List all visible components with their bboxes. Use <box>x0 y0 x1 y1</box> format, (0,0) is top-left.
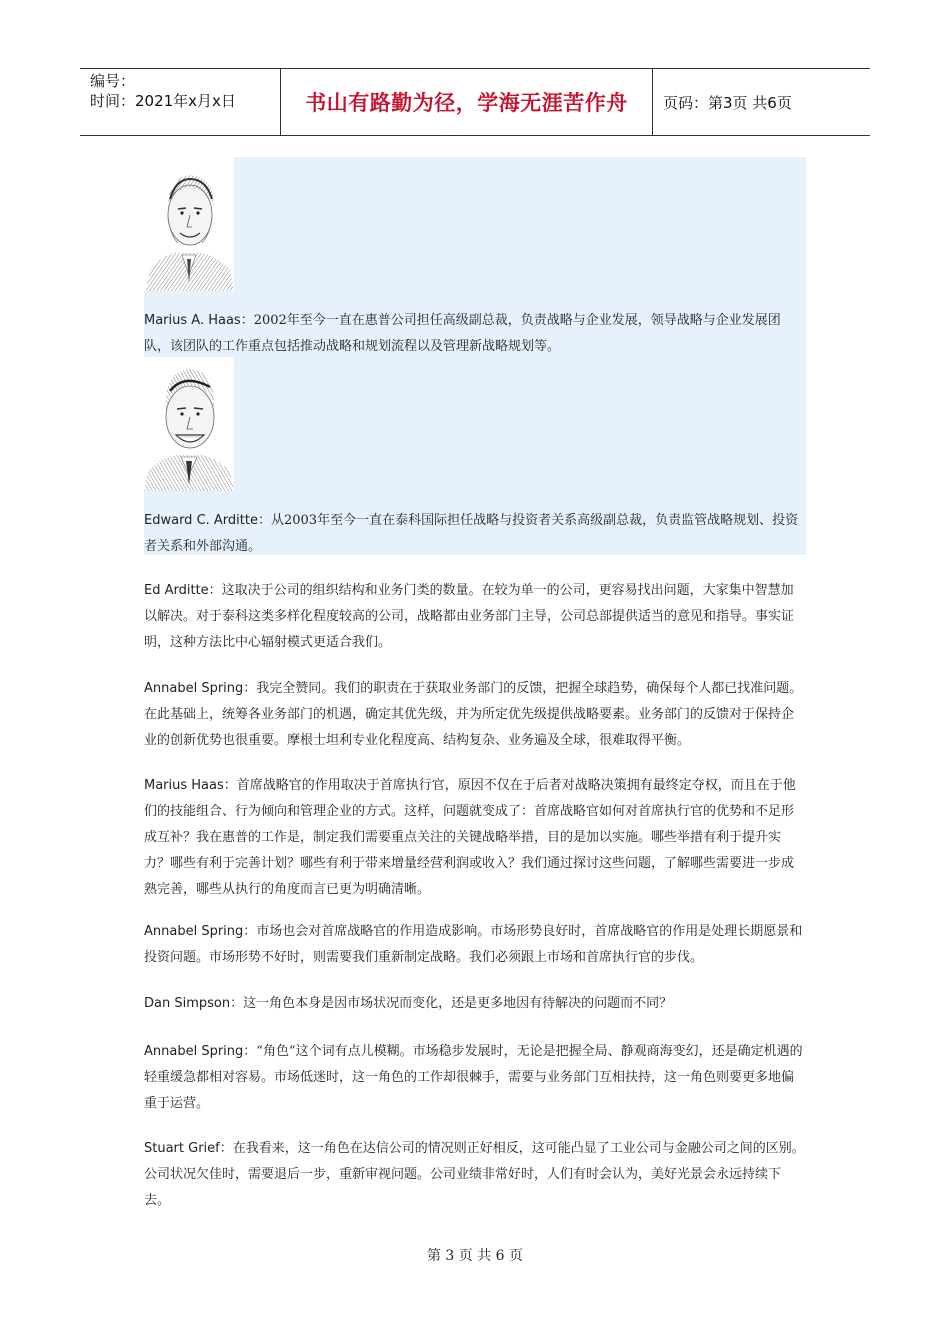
dialogue-paragraph <box>144 991 806 1017</box>
header-slogan: 书山有路勤为径，学海无涯苦作舟 <box>281 69 653 135</box>
bio-edward-arditte <box>144 508 806 560</box>
dialogue-speaker: Ed Arditte <box>144 583 209 598</box>
bio-text: ：2002年至今一直在惠普公司担任高级副总裁，负责战略与企业发展，领导战略与企业发展团队，该团队的工作重点包括推动战略和规划流程以及管理新战略规划等。 <box>144 313 781 354</box>
page-footer: 第 3 页 共 6 页 <box>426 1248 524 1264</box>
dialogue-paragraph <box>144 578 806 656</box>
dialogue-speaker: Annabel Spring <box>144 1044 244 1059</box>
dialogue-paragraph <box>144 676 806 754</box>
dialogue-text: ：这一角色本身是因市场状况而变化，还是更多地因有待解决的问题而不同？ <box>230 996 673 1011</box>
document-time-label: 时间：2021年x月x日 <box>90 92 236 110</box>
dialogue-speaker: Dan Simpson <box>144 996 231 1011</box>
bio-speaker-name: Marius A. Haas <box>144 313 241 328</box>
dialogue-paragraph <box>144 1039 806 1117</box>
dialogue-speaker: Annabel Spring <box>144 681 244 696</box>
header-page-number: 页码：第3页 共6页 <box>663 93 792 112</box>
dialogue-speaker: Marius Haas <box>144 778 224 793</box>
header-meta <box>80 69 281 135</box>
bio-text: ：从2003年至今一直在泰科国际担任战略与投资者关系高级副总裁，负责监管战略规划、投资者关系和外部沟通。 <box>144 513 799 554</box>
document-number-label: 编号： <box>90 72 136 90</box>
dialogue-paragraph <box>144 773 806 903</box>
dialogue-paragraph <box>144 1136 806 1214</box>
portrait-marius-haas-icon <box>144 157 234 291</box>
dialogue-text: ：市场也会对首席战略官的作用造成影响。市场形势良好时，首席战略官的作用是处理长期愿景和投资问题。市场形势不好时，则需要我们重新制定战略。我们必须跟上市场和首席执行官的步伐。 <box>144 924 803 965</box>
dialogue-text: ：“角色”这个词有点儿模糊。市场稳步发展时，无论是把握全局、静观商海变幻，还是确定机遇的轻重缓急都相对容易。市场低迷时，这一角色的工作却很棘手，需要与业务部门互相扶持，这一角色则要更多地偏重于运营。 <box>144 1044 803 1111</box>
bio-marius-haas <box>144 308 806 360</box>
dialogue-text: ：这取决于公司的组织结构和业务门类的数量。在较为单一的公司，更容易找出问题，大家集中智慧加以解决。对于泰科这类多样化程度较高的公司，战略都由业务部门主导，公司总部提供适当的意见和指导。事实证明，这种方法比中心辐射模式更适合我们。 <box>144 583 795 650</box>
dialogue-paragraph <box>144 919 806 971</box>
dialogue-speaker: Stuart Grief <box>144 1141 220 1156</box>
dialogue-speaker: Annabel Spring <box>144 924 244 939</box>
dialogue-text: ：我完全赞同。我们的职责在于获取业务部门的反馈，把握全球趋势，确保每个人都已找准问题。在此基础上，统筹各业务部门的机遇，确定其优先级，并为所定优先级提供战略要素。业务部门的反馈对于保持企业的创新优势也很重要。摩根士坦利专业化程度高、结构复杂、业务遍及全球，很难取得平衡。 <box>144 681 803 748</box>
document-header <box>80 68 870 136</box>
dialogue-text: ：在我看来，这一角色在达信公司的情况则正好相反，这可能凸显了工业公司与金融公司之间的区别。公司状况欠佳时，需要退后一步，重新审视问题。公司业绩非常好时，人们有时会认为，美好光景会永远持续下去。 <box>144 1141 805 1208</box>
portrait-edward-arditte-icon <box>144 357 234 491</box>
dialogue-text: ：首席战略官的作用取决于首席执行官，原因不仅在于后者对战略决策拥有最终定夺权，而且在于他们的技能组合、行为倾向和管理企业的方式。这样，问题就变成了：首席战略官如何对首席执行官的优势和不足形成互补？我在惠普的工作是，制定我们需要重点关注的关键战略举措，目的是加以实施。哪些举措有利于提升实力？哪些有利于完善计划？哪些有利于带来增量经营利润或收入？我们通过探讨这些问题，了解哪些需要进一步成熟完善，哪些从执行的角度而言已更为明确清晰。 <box>144 778 796 897</box>
bio-speaker-name: Edward C. Arditte <box>144 513 258 528</box>
